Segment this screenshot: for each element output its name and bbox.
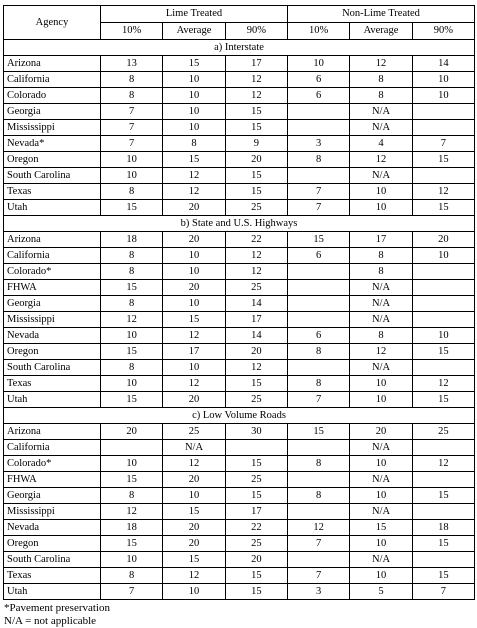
non-lime-value-cell: 7 [412,136,474,152]
non-lime-value-cell: 4 [350,136,412,152]
lime-value-cell: 9 [225,136,287,152]
non-lime-value-cell [288,104,350,120]
table-row [4,232,475,248]
non-lime-value-cell: 15 [412,392,474,408]
non-lime-value-cell: 12 [350,344,412,360]
non-lime-value-cell [288,440,350,456]
non-lime-value-cell: 10 [412,248,474,264]
non-lime-value-cell: 8 [350,248,412,264]
lime-value-cell: 20 [225,152,287,168]
agency-cell: Utah [4,392,101,408]
non-lime-value-cell: 7 [288,392,350,408]
footnote-pavement-preservation: *Pavement preservation [4,602,110,614]
table-row [4,88,475,104]
lime-value-cell: 10 [163,360,225,376]
agency-cell: Colorado* [4,264,101,280]
lime-value-cell: 8 [101,360,163,376]
agency-cell: Georgia [4,296,101,312]
agency-cell: Arizona [4,56,101,72]
non-lime-value-cell: 14 [412,56,474,72]
table-row [4,184,475,200]
non-lime-value-cell [288,280,350,296]
table-row [4,488,475,504]
agency-cell: Utah [4,584,101,600]
non-lime-value-cell: 8 [288,488,350,504]
lime-value-cell: 17 [225,312,287,328]
non-lime-value-cell: 6 [288,248,350,264]
lime-value-cell: 15 [101,280,163,296]
non-lime-value-cell [412,312,474,328]
agency-cell: FHWA [4,472,101,488]
lime-value-cell: 20 [163,392,225,408]
table-row [4,136,475,152]
service-life-table [3,5,475,600]
section-header-row [4,408,475,424]
lime-value-cell: 10 [163,120,225,136]
table-row [4,552,475,568]
lime-value-cell: 7 [101,120,163,136]
agency-cell: Texas [4,376,101,392]
lime-value-cell: 7 [101,136,163,152]
lime-value-cell: 12 [163,376,225,392]
non-lime-value-cell: 17 [350,232,412,248]
table-row [4,504,475,520]
non-lime-value-cell: 10 [350,488,412,504]
non-lime-value-cell: 10 [350,184,412,200]
agency-cell: FHWA [4,280,101,296]
lime-value-cell: 25 [225,280,287,296]
non-lime-value-cell [412,360,474,376]
lime-value-cell: 12 [225,360,287,376]
lime-value-cell: 10 [101,328,163,344]
non-lime-value-cell: 12 [412,184,474,200]
non-lime-value-cell: 10 [288,56,350,72]
non-lime-value-cell [288,168,350,184]
lime-value-cell: 10 [163,72,225,88]
subheader-cell: 10% [101,23,163,40]
agency-cell: Nevada* [4,136,101,152]
non-lime-value-cell [412,504,474,520]
lime-value-cell: 30 [225,424,287,440]
lime-value-cell: 8 [101,248,163,264]
lime-value-cell: 20 [225,552,287,568]
agency-cell: Mississippi [4,120,101,136]
lime-value-cell: 17 [225,504,287,520]
non-lime-value-cell [288,472,350,488]
non-lime-value-cell: 15 [288,232,350,248]
lime-value-cell: 12 [101,504,163,520]
non-lime-value-cell: 7 [288,568,350,584]
non-lime-value-cell: N/A [350,168,412,184]
lime-value-cell: 15 [101,392,163,408]
non-lime-value-cell: 15 [288,424,350,440]
lime-value-cell: 25 [225,536,287,552]
non-lime-value-cell: N/A [350,120,412,136]
non-lime-value-cell: N/A [350,104,412,120]
lime-value-cell: 15 [163,312,225,328]
lime-value-cell: 15 [163,152,225,168]
non-lime-value-cell: 10 [350,392,412,408]
table-row [4,200,475,216]
subheader-cell: 90% [412,23,474,40]
non-lime-value-cell [288,552,350,568]
lime-value-cell: 25 [163,424,225,440]
agency-cell: Oregon [4,344,101,360]
lime-value-cell: 12 [163,184,225,200]
non-lime-value-cell [412,440,474,456]
document-page [3,5,474,628]
lime-value-cell: 10 [163,248,225,264]
lime-value-cell: 15 [163,504,225,520]
lime-value-cell: 10 [101,168,163,184]
agency-cell: California [4,440,101,456]
lime-value-cell: 8 [101,296,163,312]
non-lime-value-cell [412,120,474,136]
non-lime-value-cell [288,296,350,312]
lime-value-cell: 17 [225,56,287,72]
agency-cell: Mississippi [4,312,101,328]
table-row [4,440,475,456]
table-row [4,296,475,312]
non-lime-value-cell [412,552,474,568]
non-lime-value-cell: 15 [412,344,474,360]
lime-value-cell: 8 [101,568,163,584]
agency-cell: California [4,72,101,88]
lime-value-cell: 8 [101,264,163,280]
lime-value-cell: 15 [101,472,163,488]
non-lime-value-cell: 15 [412,152,474,168]
table-row [4,344,475,360]
lime-value-cell: 15 [225,104,287,120]
non-lime-value-cell: 15 [350,520,412,536]
non-lime-value-cell: 12 [350,56,412,72]
lime-treated-header: Lime Treated [101,6,288,23]
agency-header: Agency [4,6,101,40]
lime-value-cell: 7 [101,104,163,120]
table-row [4,584,475,600]
agency-cell: Colorado* [4,456,101,472]
table-row [4,120,475,136]
non-lime-value-cell [412,168,474,184]
table-body [4,40,475,600]
agency-cell: Utah [4,200,101,216]
lime-value-cell: 15 [225,184,287,200]
lime-value-cell: 12 [163,328,225,344]
non-lime-value-cell: 10 [350,568,412,584]
lime-value-cell: 10 [163,104,225,120]
non-lime-value-cell: N/A [350,504,412,520]
non-lime-value-cell: N/A [350,312,412,328]
table-row [4,168,475,184]
lime-value-cell: 12 [225,248,287,264]
lime-value-cell: 12 [101,312,163,328]
section-title: a) Interstate [4,40,475,56]
non-lime-value-cell: N/A [350,280,412,296]
lime-value-cell: 15 [225,120,287,136]
lime-value-cell: 8 [101,72,163,88]
non-lime-value-cell: 12 [412,376,474,392]
lime-value-cell: 10 [101,152,163,168]
non-lime-value-cell: 7 [412,584,474,600]
non-lime-value-cell: 18 [412,520,474,536]
non-lime-value-cell [412,280,474,296]
agency-cell: Texas [4,568,101,584]
non-lime-value-cell: 7 [288,536,350,552]
non-lime-value-cell [288,120,350,136]
lime-value-cell: 12 [163,456,225,472]
non-lime-value-cell [288,504,350,520]
lime-value-cell: 12 [163,568,225,584]
non-lime-value-cell: N/A [350,472,412,488]
non-lime-value-cell: 15 [412,488,474,504]
non-lime-value-cell: 15 [412,200,474,216]
non-lime-value-cell: 8 [350,264,412,280]
table-row [4,456,475,472]
agency-cell: Arizona [4,232,101,248]
subheader-cell: 10% [288,23,350,40]
lime-value-cell: 20 [163,200,225,216]
table-row [4,424,475,440]
lime-value-cell: 20 [163,520,225,536]
lime-value-cell: 10 [101,376,163,392]
lime-value-cell: 20 [163,232,225,248]
non-lime-value-cell: 5 [350,584,412,600]
lime-value-cell: 15 [225,168,287,184]
lime-value-cell: 10 [163,264,225,280]
lime-value-cell: 15 [225,568,287,584]
non-lime-value-cell: 20 [412,232,474,248]
table-row [4,72,475,88]
table-row [4,472,475,488]
section-header-row [4,216,475,232]
lime-value-cell: 14 [225,328,287,344]
lime-value-cell: 15 [225,376,287,392]
agency-cell: Arizona [4,424,101,440]
non-lime-value-cell: 8 [288,456,350,472]
non-lime-value-cell: 12 [288,520,350,536]
non-lime-value-cell: 10 [350,376,412,392]
non-lime-value-cell: 8 [288,344,350,360]
lime-value-cell: 15 [101,200,163,216]
non-lime-value-cell: 6 [288,88,350,104]
lime-value-cell: 10 [163,88,225,104]
non-lime-value-cell: 10 [412,72,474,88]
lime-value-cell: 22 [225,232,287,248]
non-lime-value-cell: 10 [350,456,412,472]
lime-value-cell: N/A [163,440,225,456]
lime-value-cell: 13 [101,56,163,72]
non-lime-value-cell [412,296,474,312]
non-lime-value-cell: 15 [412,536,474,552]
non-lime-value-cell: 15 [412,568,474,584]
non-lime-value-cell [288,312,350,328]
non-lime-value-cell: 3 [288,136,350,152]
footnotes [3,602,474,628]
lime-value-cell: 14 [225,296,287,312]
lime-value-cell: 18 [101,520,163,536]
lime-value-cell: 12 [163,168,225,184]
section-title: b) State and U.S. Highways [4,216,475,232]
table-row [4,376,475,392]
non-lime-value-cell: 10 [412,328,474,344]
lime-value-cell: 15 [163,56,225,72]
non-lime-value-cell [412,104,474,120]
table-row [4,56,475,72]
lime-value-cell: 18 [101,232,163,248]
non-lime-value-cell: N/A [350,296,412,312]
table-row [4,104,475,120]
non-lime-value-cell: 25 [412,424,474,440]
lime-value-cell: 7 [101,584,163,600]
lime-value-cell: 22 [225,520,287,536]
agency-cell: Georgia [4,488,101,504]
non-lime-value-cell: 7 [288,184,350,200]
lime-value-cell: 25 [225,392,287,408]
lime-value-cell: 20 [163,536,225,552]
non-lime-value-cell: 12 [412,456,474,472]
subheader-cell: Average [350,23,412,40]
table-row [4,392,475,408]
lime-value-cell: 10 [163,488,225,504]
lime-value-cell: 10 [163,296,225,312]
lime-value-cell: 15 [225,488,287,504]
agency-cell: South Carolina [4,360,101,376]
subheader-cell: Average [163,23,225,40]
table-row [4,264,475,280]
non-lime-value-cell: 10 [412,88,474,104]
lime-value-cell: 8 [101,488,163,504]
lime-value-cell [101,440,163,456]
lime-value-cell [225,440,287,456]
agency-cell: Colorado [4,88,101,104]
agency-cell: Georgia [4,104,101,120]
section-header-row [4,40,475,56]
lime-value-cell: 8 [101,184,163,200]
lime-value-cell: 10 [101,552,163,568]
non-lime-value-cell: N/A [350,440,412,456]
non-lime-value-cell: N/A [350,360,412,376]
agency-cell: South Carolina [4,168,101,184]
non-lime-value-cell: 8 [288,376,350,392]
lime-value-cell: 10 [101,456,163,472]
table-row [4,152,475,168]
lime-value-cell: 12 [225,88,287,104]
non-lime-value-cell [288,360,350,376]
lime-value-cell: 12 [225,264,287,280]
lime-value-cell: 15 [163,552,225,568]
table-row [4,520,475,536]
lime-value-cell: 20 [163,280,225,296]
non-lime-value-cell: 8 [350,328,412,344]
non-lime-value-cell: 12 [350,152,412,168]
lime-value-cell: 20 [163,472,225,488]
lime-value-cell: 17 [163,344,225,360]
lime-value-cell: 25 [225,472,287,488]
lime-value-cell: 15 [225,456,287,472]
table-row [4,312,475,328]
agency-cell: Oregon [4,152,101,168]
agency-cell: Nevada [4,520,101,536]
table-row [4,328,475,344]
subheader-cell: 90% [225,23,287,40]
table-row [4,280,475,296]
table-row [4,248,475,264]
table-row [4,536,475,552]
footnote-not-applicable: N/A = not applicable [4,615,97,627]
non-lime-value-cell: 7 [288,200,350,216]
non-lime-value-cell [288,264,350,280]
lime-value-cell: 15 [101,536,163,552]
lime-value-cell: 8 [163,136,225,152]
non-lime-value-cell: 3 [288,584,350,600]
agency-cell: Texas [4,184,101,200]
non-lime-value-cell: 8 [350,88,412,104]
agency-cell: Oregon [4,536,101,552]
non-lime-value-cell [412,472,474,488]
non-lime-value-cell [412,264,474,280]
lime-value-cell: 20 [101,424,163,440]
table-row [4,568,475,584]
non-lime-value-cell: 10 [350,200,412,216]
non-lime-value-cell: N/A [350,552,412,568]
table-row [4,360,475,376]
agency-cell: South Carolina [4,552,101,568]
non-lime-value-cell: 6 [288,328,350,344]
lime-value-cell: 15 [101,344,163,360]
non-lime-value-cell: 20 [350,424,412,440]
non-lime-value-cell: 10 [350,536,412,552]
lime-value-cell: 15 [225,584,287,600]
non-lime-treated-header: Non-Lime Treated [288,6,475,23]
agency-cell: California [4,248,101,264]
lime-value-cell: 20 [225,344,287,360]
lime-value-cell: 10 [163,584,225,600]
non-lime-value-cell: 8 [288,152,350,168]
non-lime-value-cell: 8 [350,72,412,88]
non-lime-value-cell: 6 [288,72,350,88]
agency-cell: Nevada [4,328,101,344]
lime-value-cell: 12 [225,72,287,88]
lime-value-cell: 25 [225,200,287,216]
section-title: c) Low Volume Roads [4,408,475,424]
lime-value-cell: 8 [101,88,163,104]
table-header [4,6,475,40]
agency-cell: Mississippi [4,504,101,520]
